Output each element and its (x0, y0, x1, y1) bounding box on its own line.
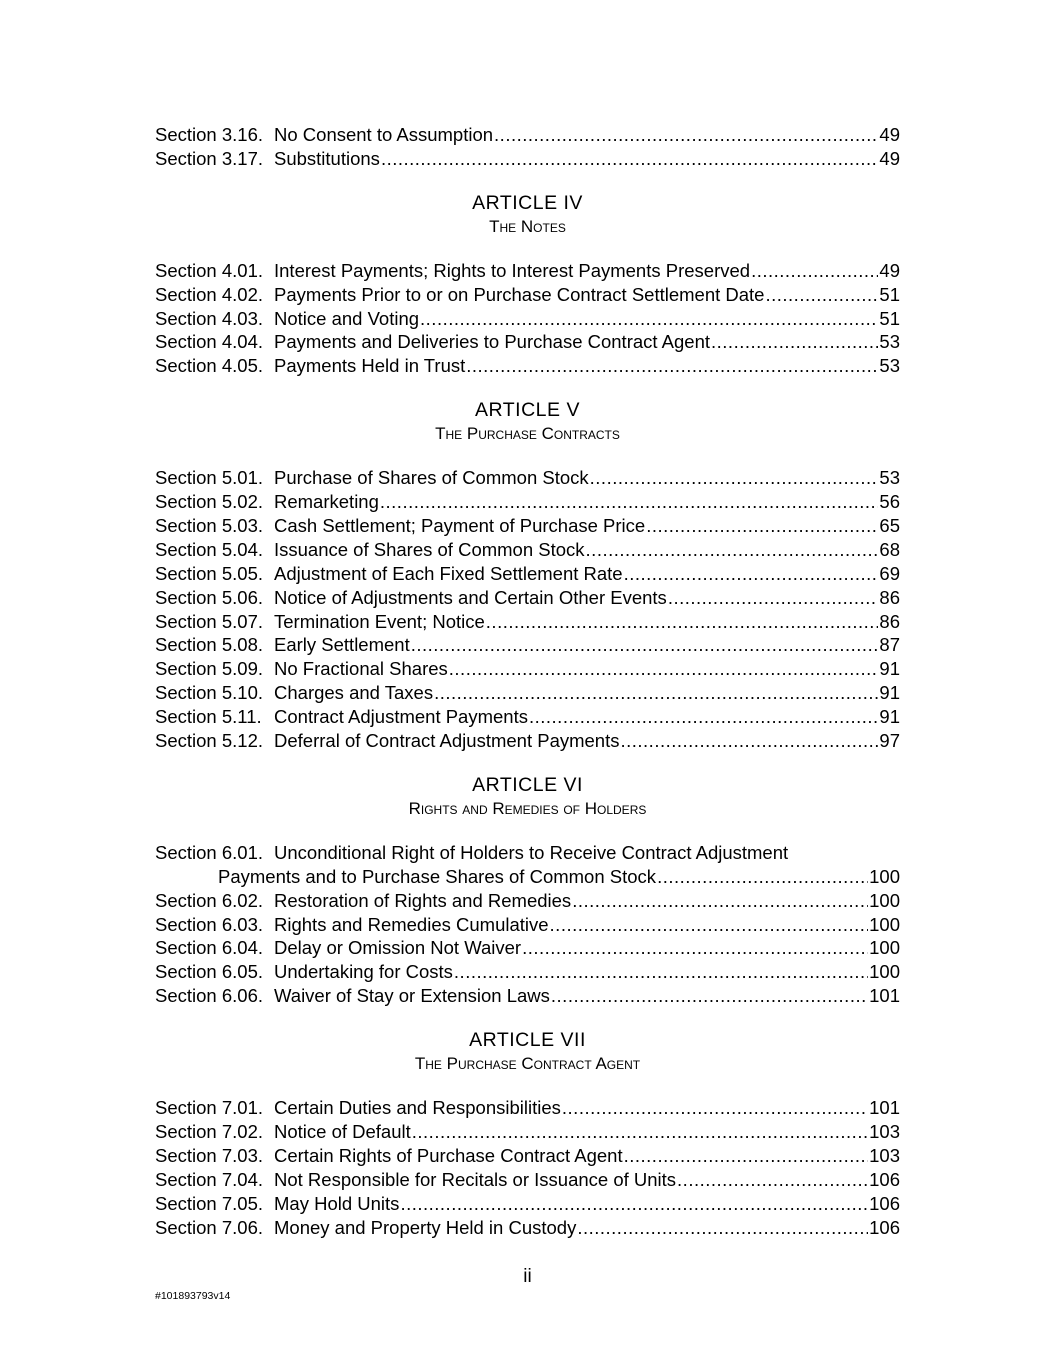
section-page-number: 53 (879, 467, 900, 489)
toc-entry (155, 1192, 900, 1216)
toc-entry (155, 705, 900, 729)
section-page-number: 101 (869, 1097, 900, 1119)
dot-leader (751, 259, 878, 283)
toc-entry (155, 330, 900, 354)
dot-leader (380, 490, 879, 514)
dot-leader (572, 889, 868, 913)
section-number: Section 5.03. (155, 515, 263, 536)
section-title: Adjustment of Each Fixed Settlement Rate (274, 562, 623, 584)
section-title: Notice and Voting (274, 307, 420, 329)
article-subtitle: Rights and Remedies of Holders (408, 798, 647, 818)
section-number: Section 5.12. (155, 730, 263, 752)
section-title: Termination Event; Notice (274, 610, 485, 632)
section-page-number: 91 (879, 682, 900, 704)
section-number: Section 5.02. (155, 491, 263, 513)
section-title: Contract Adjustment Payments (274, 706, 528, 728)
toc-entry (155, 681, 900, 705)
section-page-number: 100 (869, 913, 900, 935)
dot-leader (550, 913, 869, 937)
section-page-number: 106 (869, 1168, 900, 1190)
article-title: ARTICLE VII (469, 1029, 586, 1052)
section-number: Section 7.04. (155, 1168, 263, 1190)
section-title: May Hold Units (274, 1192, 400, 1214)
toc-entry (155, 147, 900, 171)
section-number: Section 5.04. (155, 538, 263, 560)
section-number: Section 5.10. (155, 682, 263, 704)
dot-leader (646, 514, 878, 538)
section-page-number: 106 (869, 1216, 900, 1238)
dot-leader (381, 147, 878, 171)
section-title: Charges and Taxes (274, 682, 434, 704)
article-heading (155, 1028, 900, 1076)
article-subtitle: The Purchase Contracts (435, 424, 620, 444)
section-page-number: 53 (879, 331, 900, 353)
section-title: Payments Prior to or on Purchase Contract Settlement Date (274, 283, 765, 305)
dot-leader (586, 538, 879, 562)
section-title: Notice of Default (274, 1121, 411, 1143)
toc-entry (155, 490, 900, 514)
section-title: Issuance of Shares of Common Stock (274, 538, 585, 560)
dot-leader (668, 586, 879, 610)
section-page-number: 106 (869, 1192, 900, 1214)
section-page-number: 100 (869, 865, 900, 887)
dot-leader (400, 1192, 868, 1216)
toc-entry (155, 610, 900, 634)
section-number: Section 7.02. (155, 1121, 263, 1143)
section-page-number: 51 (879, 283, 900, 305)
section-title: Not Responsible for Recitals or Issuance of Units (274, 1168, 677, 1190)
section-number: Section 6.01. (155, 841, 263, 863)
section-number: Section 5.05. (155, 562, 263, 584)
section-page-number: 103 (869, 1144, 900, 1166)
section-title: No Fractional Shares (274, 658, 448, 680)
section-number: Section 4.02. (155, 283, 263, 305)
dot-leader (765, 283, 878, 307)
section-title: Delay or Omission Not Waiver (274, 937, 522, 959)
section-title: Certain Duties and Responsibilities (274, 1097, 561, 1119)
dot-leader (420, 307, 878, 331)
dot-leader (562, 1096, 868, 1120)
section-number: Section 4.03. (155, 307, 263, 329)
dot-leader (620, 729, 878, 753)
section-number: Section 7.01. (155, 1097, 263, 1119)
toc-entry (155, 259, 900, 283)
section-page-number: 100 (869, 937, 900, 959)
dot-leader (522, 936, 868, 960)
section-title: Waiver of Stay or Extension Laws (274, 985, 550, 1007)
section-number: Section 4.01. (155, 259, 263, 281)
section-page-number: 49 (879, 147, 900, 169)
section-number: Section 5.01. (155, 467, 263, 489)
section-page-number: 86 (879, 610, 900, 632)
section-page-number: 91 (879, 658, 900, 680)
section-title: Rights and Remedies Cumulative (274, 913, 549, 935)
section-number: Section 7.05. (155, 1192, 263, 1214)
dot-leader (494, 123, 878, 147)
dot-leader (624, 562, 879, 586)
section-number: Section 3.16. (155, 123, 263, 145)
section-number: Section 6.04. (155, 937, 263, 959)
section-title: No Consent to Assumption (274, 123, 494, 145)
dot-leader (657, 865, 868, 889)
toc-entry (155, 562, 900, 586)
toc-entry (155, 657, 900, 681)
section-number: Section 5.08. (155, 634, 263, 656)
section-page-number: 68 (879, 538, 900, 560)
dot-leader (529, 705, 878, 729)
toc-entry (155, 841, 900, 889)
section-number: Section 6.03. (155, 913, 263, 935)
article-title: ARTICLE IV (472, 191, 583, 214)
toc-entry (155, 984, 900, 1008)
dot-leader (411, 633, 879, 657)
dot-leader (486, 610, 879, 634)
dot-leader (434, 681, 878, 705)
article-heading (155, 773, 900, 821)
toc-entry (155, 354, 900, 378)
section-page-number: 69 (879, 562, 900, 584)
toc-entry (155, 633, 900, 657)
section-title-continued: Payments and to Purchase Shares of Common Stock (218, 865, 657, 887)
toc-entry (155, 1120, 900, 1144)
dot-leader (677, 1168, 868, 1192)
section-title: Deferral of Contract Adjustment Payments (274, 730, 620, 752)
toc-entry (155, 1216, 900, 1240)
toc-entry (155, 307, 900, 331)
article-subtitle: The Purchase Contract Agent (414, 1054, 641, 1074)
section-number: Section 7.06. (155, 1216, 263, 1238)
section-page-number: 91 (879, 706, 900, 728)
section-title: Remarketing (274, 491, 379, 513)
dot-leader (551, 984, 868, 1008)
dot-leader (711, 330, 878, 354)
section-page-number: 100 (869, 961, 900, 983)
section-page-number: 49 (879, 123, 900, 145)
section-page-number: 49 (879, 259, 900, 281)
dot-leader (412, 1120, 868, 1144)
dot-leader (449, 657, 879, 681)
section-title: Restoration of Rights and Remedies (274, 889, 572, 911)
section-number: Section 4.04. (155, 331, 263, 353)
section-title: Payments Held in Trust (274, 355, 466, 377)
section-number: Section 4.05. (155, 355, 263, 377)
dot-leader (577, 1216, 868, 1240)
section-title: Purchase of Shares of Common Stock (274, 467, 589, 489)
section-page-number: 101 (869, 985, 900, 1007)
toc-entry (155, 1096, 900, 1120)
toc-entry (155, 889, 900, 913)
section-title: Certain Rights of Purchase Contract Agent (274, 1144, 623, 1166)
section-page-number: 65 (879, 515, 900, 536)
section-number: Section 6.05. (155, 961, 263, 983)
article-title: ARTICLE VI (472, 773, 583, 796)
toc-entry (155, 466, 900, 490)
section-title: Substitutions (274, 147, 380, 169)
document-id: #101893793v14 (155, 1290, 231, 1302)
section-page-number: 103 (869, 1121, 900, 1143)
section-title: Cash Settlement; Payment of Purchase Price (274, 515, 646, 536)
toc-entry (155, 538, 900, 562)
toc-entry (155, 586, 900, 610)
section-title: Notice of Adjustments and Certain Other Events (274, 586, 667, 608)
toc-entry (155, 123, 900, 147)
section-number: Section 5.09. (155, 658, 263, 680)
toc-entry (155, 514, 900, 538)
section-number: Section 7.03. (155, 1144, 263, 1166)
section-number: Section 5.11. (155, 706, 262, 728)
toc-entry (155, 729, 900, 753)
section-page-number: 51 (879, 307, 900, 329)
dot-leader (590, 466, 879, 490)
article-heading (155, 191, 900, 239)
dot-leader (454, 960, 868, 984)
section-number: Section 5.07. (155, 610, 263, 632)
section-title: Unconditional Right of Holders to Receive Contract Adjustment (274, 841, 789, 863)
toc-entry (155, 960, 900, 984)
section-page-number: 53 (879, 355, 900, 377)
table-of-contents (155, 123, 900, 1240)
page-number: ii (523, 1266, 532, 1287)
section-number: Section 6.06. (155, 985, 263, 1007)
toc-entry (155, 913, 900, 937)
section-page-number: 87 (879, 634, 900, 656)
toc-entry (155, 1168, 900, 1192)
section-page-number: 86 (879, 586, 900, 608)
section-title: Undertaking for Costs (274, 961, 453, 983)
article-heading (155, 398, 900, 446)
section-title: Early Settlement (274, 634, 410, 656)
section-title: Money and Property Held in Custody (274, 1216, 577, 1238)
article-subtitle: The Notes (489, 216, 566, 236)
section-page-number: 56 (879, 491, 900, 513)
section-page-number: 97 (879, 730, 900, 752)
section-title: Payments and Deliveries to Purchase Contract Agent (274, 331, 711, 353)
toc-entry (155, 936, 900, 960)
article-title: ARTICLE V (475, 399, 580, 422)
toc-entry (155, 283, 900, 307)
toc-entry (155, 1144, 900, 1168)
section-number: Section 3.17. (155, 147, 263, 169)
section-page-number: 100 (869, 889, 900, 911)
section-number: Section 6.02. (155, 889, 263, 911)
dot-leader (624, 1144, 869, 1168)
dot-leader (466, 354, 878, 378)
section-number: Section 5.06. (155, 586, 263, 608)
section-title: Interest Payments; Rights to Interest Payments Preserved (274, 259, 751, 281)
